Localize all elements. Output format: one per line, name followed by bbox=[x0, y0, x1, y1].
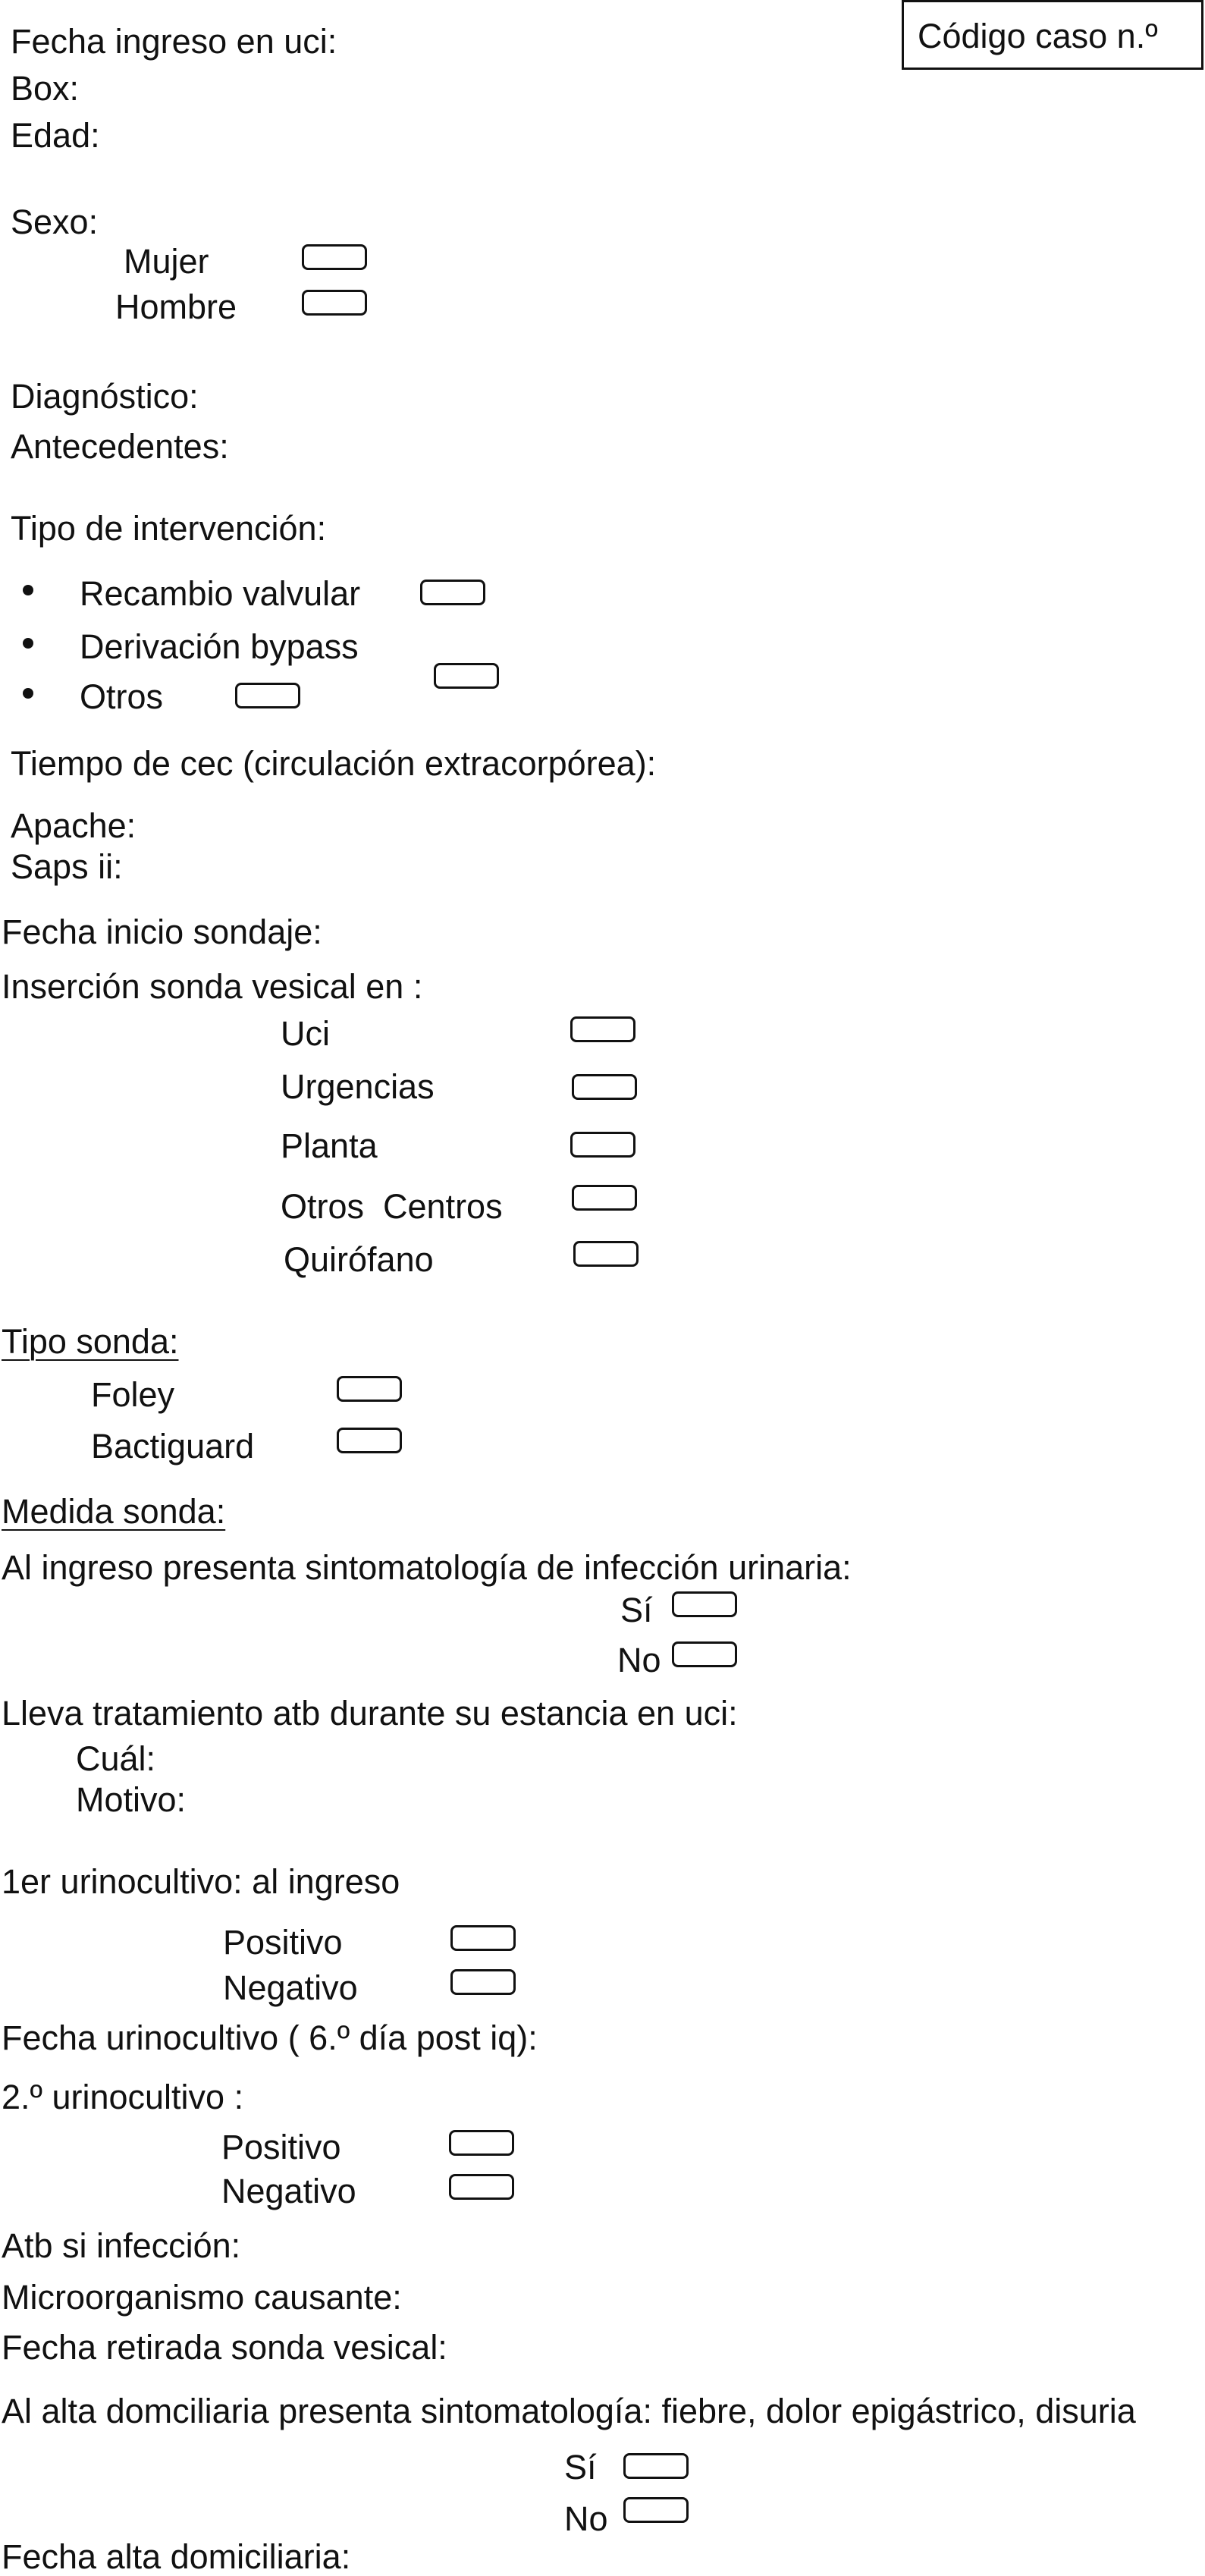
insercion-option-urgencias: Urgencias bbox=[281, 1067, 435, 1106]
alta-option-no: No bbox=[564, 2499, 608, 2538]
fecha-ingreso-label: Fecha ingreso en uci: bbox=[11, 22, 337, 61]
insercion-urgencias-checkbox[interactable] bbox=[572, 1074, 637, 1100]
alta-option-si: Sí bbox=[564, 2448, 597, 2486]
intervencion-recambio-checkbox[interactable] bbox=[420, 580, 485, 605]
insercion-otros-centros-checkbox[interactable] bbox=[572, 1185, 637, 1211]
tratamiento-atb-label: Lleva tratamiento atb durante su estancia en uci: bbox=[2, 1694, 738, 1733]
fecha-inicio-sondaje-label: Fecha inicio sondaje: bbox=[2, 913, 322, 951]
sintomatologia-ingreso-option-no: No bbox=[617, 1641, 661, 1679]
urinocultivo-2-option-negativo: Negativo bbox=[221, 2172, 356, 2210]
insercion-uci-checkbox[interactable] bbox=[570, 1016, 635, 1042]
medida-sonda-label: Medida sonda: bbox=[2, 1492, 226, 1531]
alta-si-checkbox[interactable] bbox=[623, 2453, 689, 2479]
sexo-mujer-checkbox[interactable] bbox=[302, 244, 367, 270]
bullet-icon bbox=[23, 585, 33, 595]
tiempo-cec-label: Tiempo de cec (circulación extracorpórea): bbox=[11, 744, 657, 783]
intervencion-option-bypass: Derivación bypass bbox=[80, 627, 359, 666]
urinocultivo-1-option-positivo: Positivo bbox=[223, 1923, 343, 1962]
tipo-sonda-foley-checkbox[interactable] bbox=[337, 1376, 402, 1402]
box-label: Box: bbox=[11, 69, 80, 108]
tipo-sonda-option-bactiguard: Bactiguard bbox=[91, 1427, 255, 1465]
urinocultivo-2-negativo-checkbox[interactable] bbox=[449, 2174, 514, 2200]
intervencion-option-otros: Otros bbox=[80, 677, 164, 716]
alta-sintomatologia-label: Al alta domciliaria presenta sintomatología: fiebre, dolor epigástrico, disuria bbox=[2, 2392, 1136, 2430]
intervencion-bypass-checkbox[interactable] bbox=[434, 663, 499, 689]
insercion-option-planta: Planta bbox=[281, 1126, 378, 1165]
tratamiento-cual-label: Cuál: bbox=[76, 1739, 156, 1778]
atb-infeccion-label: Atb si infección: bbox=[2, 2226, 241, 2265]
microorganismo-label: Microorganismo causante: bbox=[2, 2278, 402, 2317]
urinocultivo-1-label: 1er urinocultivo: al ingreso bbox=[2, 1862, 400, 1901]
tipo-intervencion-label: Tipo de intervención: bbox=[11, 509, 327, 548]
sintomatologia-ingreso-label: Al ingreso presenta sintomatología de infección urinaria: bbox=[2, 1548, 852, 1587]
edad-label: Edad: bbox=[11, 116, 100, 155]
codigo-caso-label: Código caso n.º bbox=[918, 17, 1158, 55]
tipo-sonda-bactiguard-checkbox[interactable] bbox=[337, 1428, 402, 1453]
insercion-option-otros-centros: Otros Centros bbox=[281, 1187, 503, 1226]
sintomatologia-ingreso-si-checkbox[interactable] bbox=[672, 1591, 737, 1617]
tipo-sonda-label: Tipo sonda: bbox=[2, 1322, 179, 1361]
apache-label: Apache: bbox=[11, 806, 137, 845]
insercion-option-uci: Uci bbox=[281, 1014, 330, 1053]
intervencion-option-recambio: Recambio valvular bbox=[80, 574, 361, 613]
alta-no-checkbox[interactable] bbox=[623, 2497, 689, 2523]
sexo-option-mujer: Mujer bbox=[124, 242, 209, 281]
sexo-option-hombre: Hombre bbox=[115, 287, 237, 326]
tratamiento-motivo-label: Motivo: bbox=[76, 1780, 187, 1819]
fecha-urinocultivo-label: Fecha urinocultivo ( 6.º día post iq): bbox=[2, 2018, 538, 2057]
sexo-hombre-checkbox[interactable] bbox=[302, 290, 367, 316]
fecha-retirada-sonda-label: Fecha retirada sonda vesical: bbox=[2, 2328, 447, 2367]
urinocultivo-1-positivo-checkbox[interactable] bbox=[450, 1925, 516, 1951]
insercion-planta-checkbox[interactable] bbox=[570, 1132, 635, 1158]
bullet-icon bbox=[23, 688, 33, 699]
urinocultivo-2-label: 2.º urinocultivo : bbox=[2, 2078, 244, 2116]
insercion-option-quirofano: Quirófano bbox=[284, 1240, 434, 1279]
urinocultivo-2-option-positivo: Positivo bbox=[221, 2128, 341, 2166]
intervencion-otros-checkbox[interactable] bbox=[235, 683, 300, 708]
saps-label: Saps ii: bbox=[11, 847, 123, 886]
bullet-icon bbox=[23, 638, 33, 649]
tipo-sonda-option-foley: Foley bbox=[91, 1375, 175, 1414]
antecedentes-label: Antecedentes: bbox=[11, 427, 229, 466]
codigo-caso-box bbox=[902, 0, 1203, 70]
urinocultivo-2-positivo-checkbox[interactable] bbox=[449, 2130, 514, 2156]
sintomatologia-ingreso-no-checkbox[interactable] bbox=[672, 1641, 737, 1667]
fecha-alta-label: Fecha alta domiciliaria: bbox=[2, 2537, 351, 2576]
urinocultivo-1-negativo-checkbox[interactable] bbox=[450, 1969, 516, 1995]
insercion-sonda-label: Inserción sonda vesical en : bbox=[2, 967, 423, 1006]
sintomatologia-ingreso-option-si: Sí bbox=[620, 1591, 653, 1629]
insercion-quirofano-checkbox[interactable] bbox=[573, 1241, 639, 1267]
sexo-label: Sexo: bbox=[11, 203, 99, 241]
diagnostico-label: Diagnóstico: bbox=[11, 377, 199, 416]
urinocultivo-1-option-negativo: Negativo bbox=[223, 1968, 358, 2007]
